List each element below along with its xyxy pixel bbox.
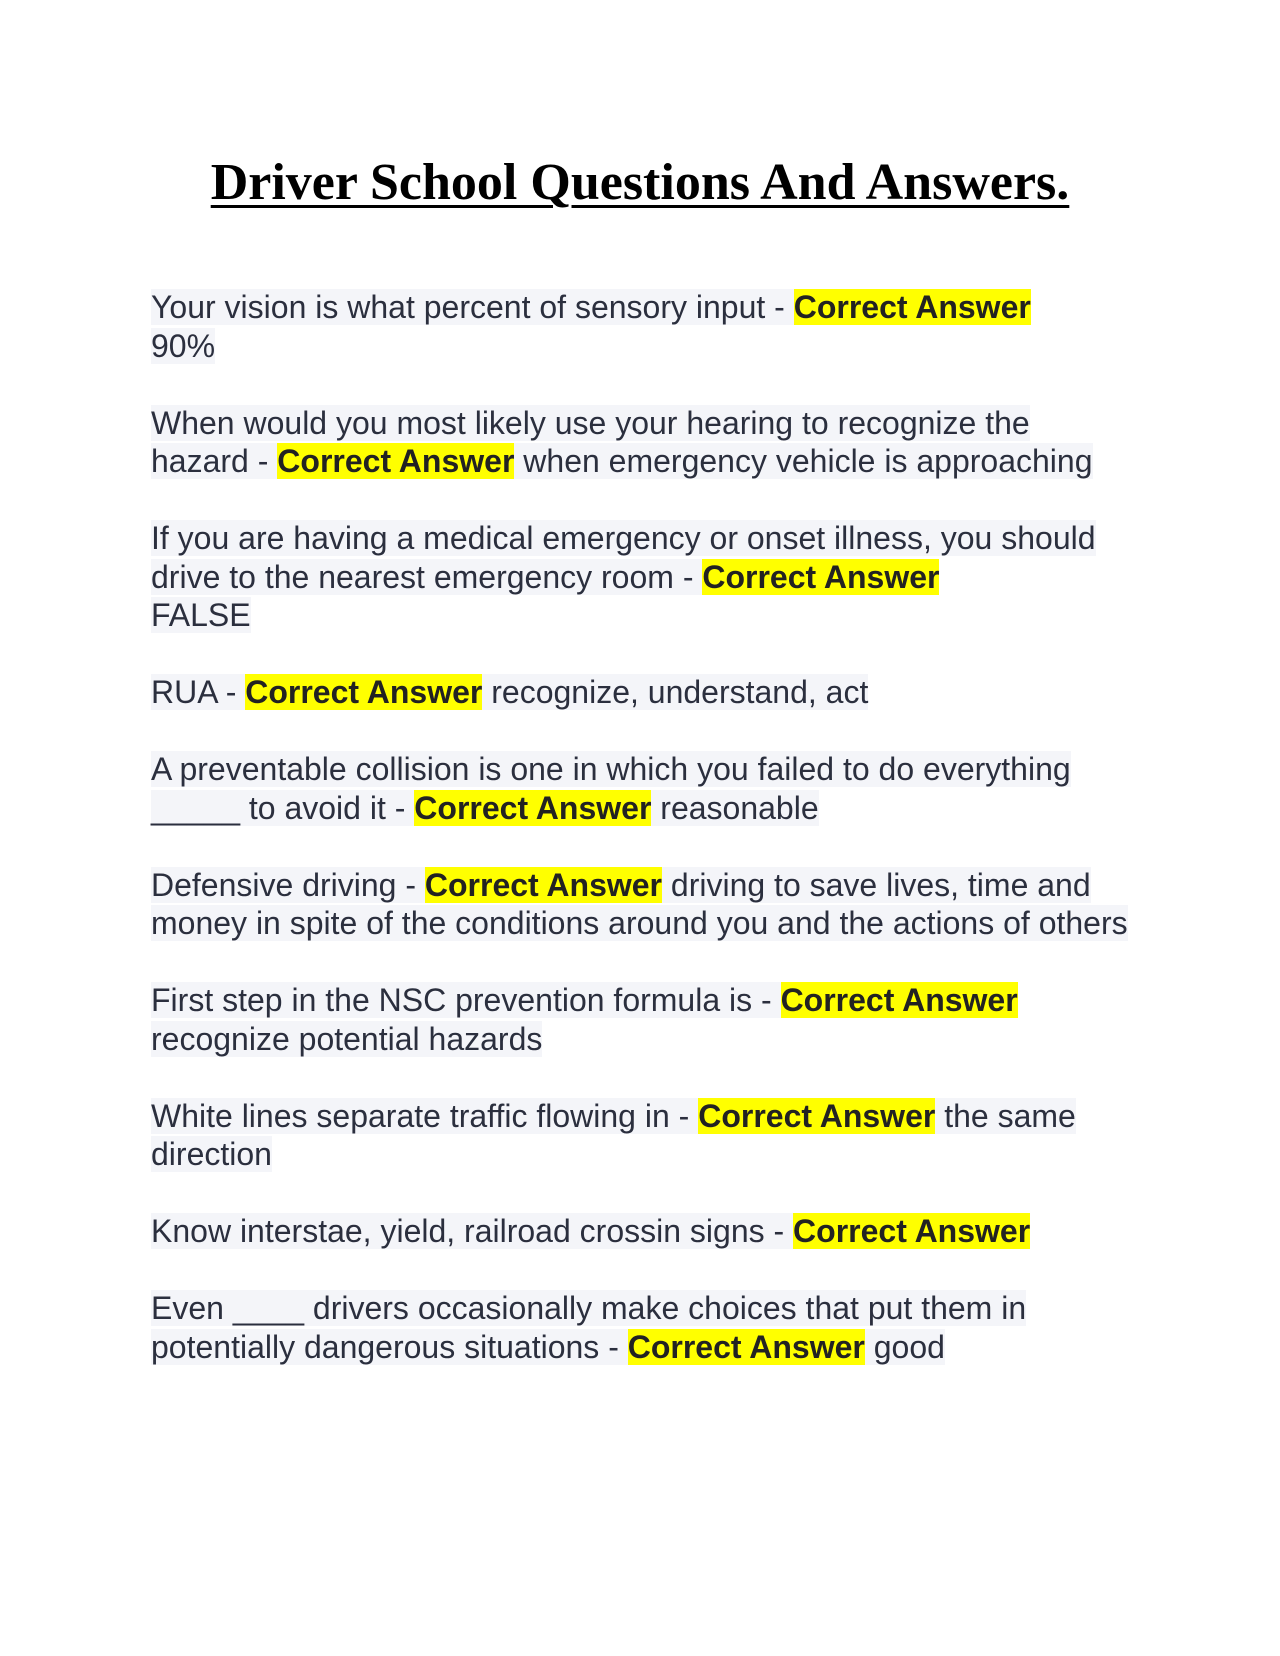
page-title: Driver School Questions And Answers. bbox=[210, 154, 1070, 211]
correct-answer-label: Correct Answer bbox=[414, 789, 652, 826]
question-text: Your vision is what percent of sensory input - bbox=[151, 289, 794, 325]
correct-answer-label: Correct Answer bbox=[780, 982, 1018, 1018]
qa-item-3 bbox=[151, 519, 1131, 635]
question-text: Defensive driving - bbox=[151, 866, 425, 903]
qa-item-5 bbox=[151, 750, 1131, 827]
qa-item-10 bbox=[151, 1289, 1131, 1366]
qa-item-9 bbox=[151, 1212, 1131, 1251]
qa-item-8 bbox=[151, 1097, 1131, 1174]
correct-answer-label: Correct Answer bbox=[793, 289, 1031, 325]
correct-answer-label: Correct Answer bbox=[245, 674, 483, 710]
qa-item-1 bbox=[151, 288, 1131, 365]
correct-answer-label: Correct Answer bbox=[424, 866, 662, 903]
answer-text: good bbox=[864, 1328, 945, 1365]
answer-text: reasonable bbox=[651, 789, 819, 826]
correct-answer-label: Correct Answer bbox=[698, 1097, 936, 1134]
question-text: If you are having a medical emergency or onset illness, you should drive to the nearest emergency room - bbox=[151, 520, 1096, 595]
answer-text: 90% bbox=[151, 327, 216, 364]
question-text: RUA - bbox=[151, 674, 246, 710]
qa-item-6 bbox=[151, 866, 1131, 943]
correct-answer-label: Correct Answer bbox=[793, 1213, 1031, 1249]
qa-list bbox=[151, 288, 1131, 1405]
question-text: Even ____ drivers occasionally make choices that put them in potentially dangerous situations - bbox=[151, 1290, 1027, 1365]
answer-text: driving to save lives, time and money in spite of the conditions around you and the actions of others bbox=[151, 866, 1128, 941]
answer-text: FALSE bbox=[151, 597, 251, 633]
correct-answer-label: Correct Answer bbox=[702, 558, 940, 595]
answer-text: recognize, understand, act bbox=[482, 674, 869, 710]
answer-text: when emergency vehicle is approaching bbox=[514, 443, 1093, 479]
question-text: When would you most likely use your hearing to recognize the hazard - bbox=[151, 404, 1030, 479]
correct-answer-label: Correct Answer bbox=[277, 443, 515, 479]
question-text: A preventable collision is one in which you failed to do everything _____ to avoid it - bbox=[151, 751, 1071, 826]
question-text: First step in the NSC prevention formula is - bbox=[151, 982, 781, 1018]
answer-text: recognize potential hazards bbox=[151, 1020, 543, 1057]
qa-item-7 bbox=[151, 981, 1131, 1058]
qa-item-4 bbox=[151, 673, 1131, 712]
question-text: Know interstae, yield, railroad crossin signs - bbox=[151, 1213, 794, 1249]
answer-text: the same direction bbox=[151, 1097, 1076, 1172]
qa-item-2 bbox=[151, 404, 1131, 481]
correct-answer-label: Correct Answer bbox=[627, 1328, 865, 1365]
question-text: White lines separate traffic flowing in - bbox=[151, 1097, 699, 1134]
